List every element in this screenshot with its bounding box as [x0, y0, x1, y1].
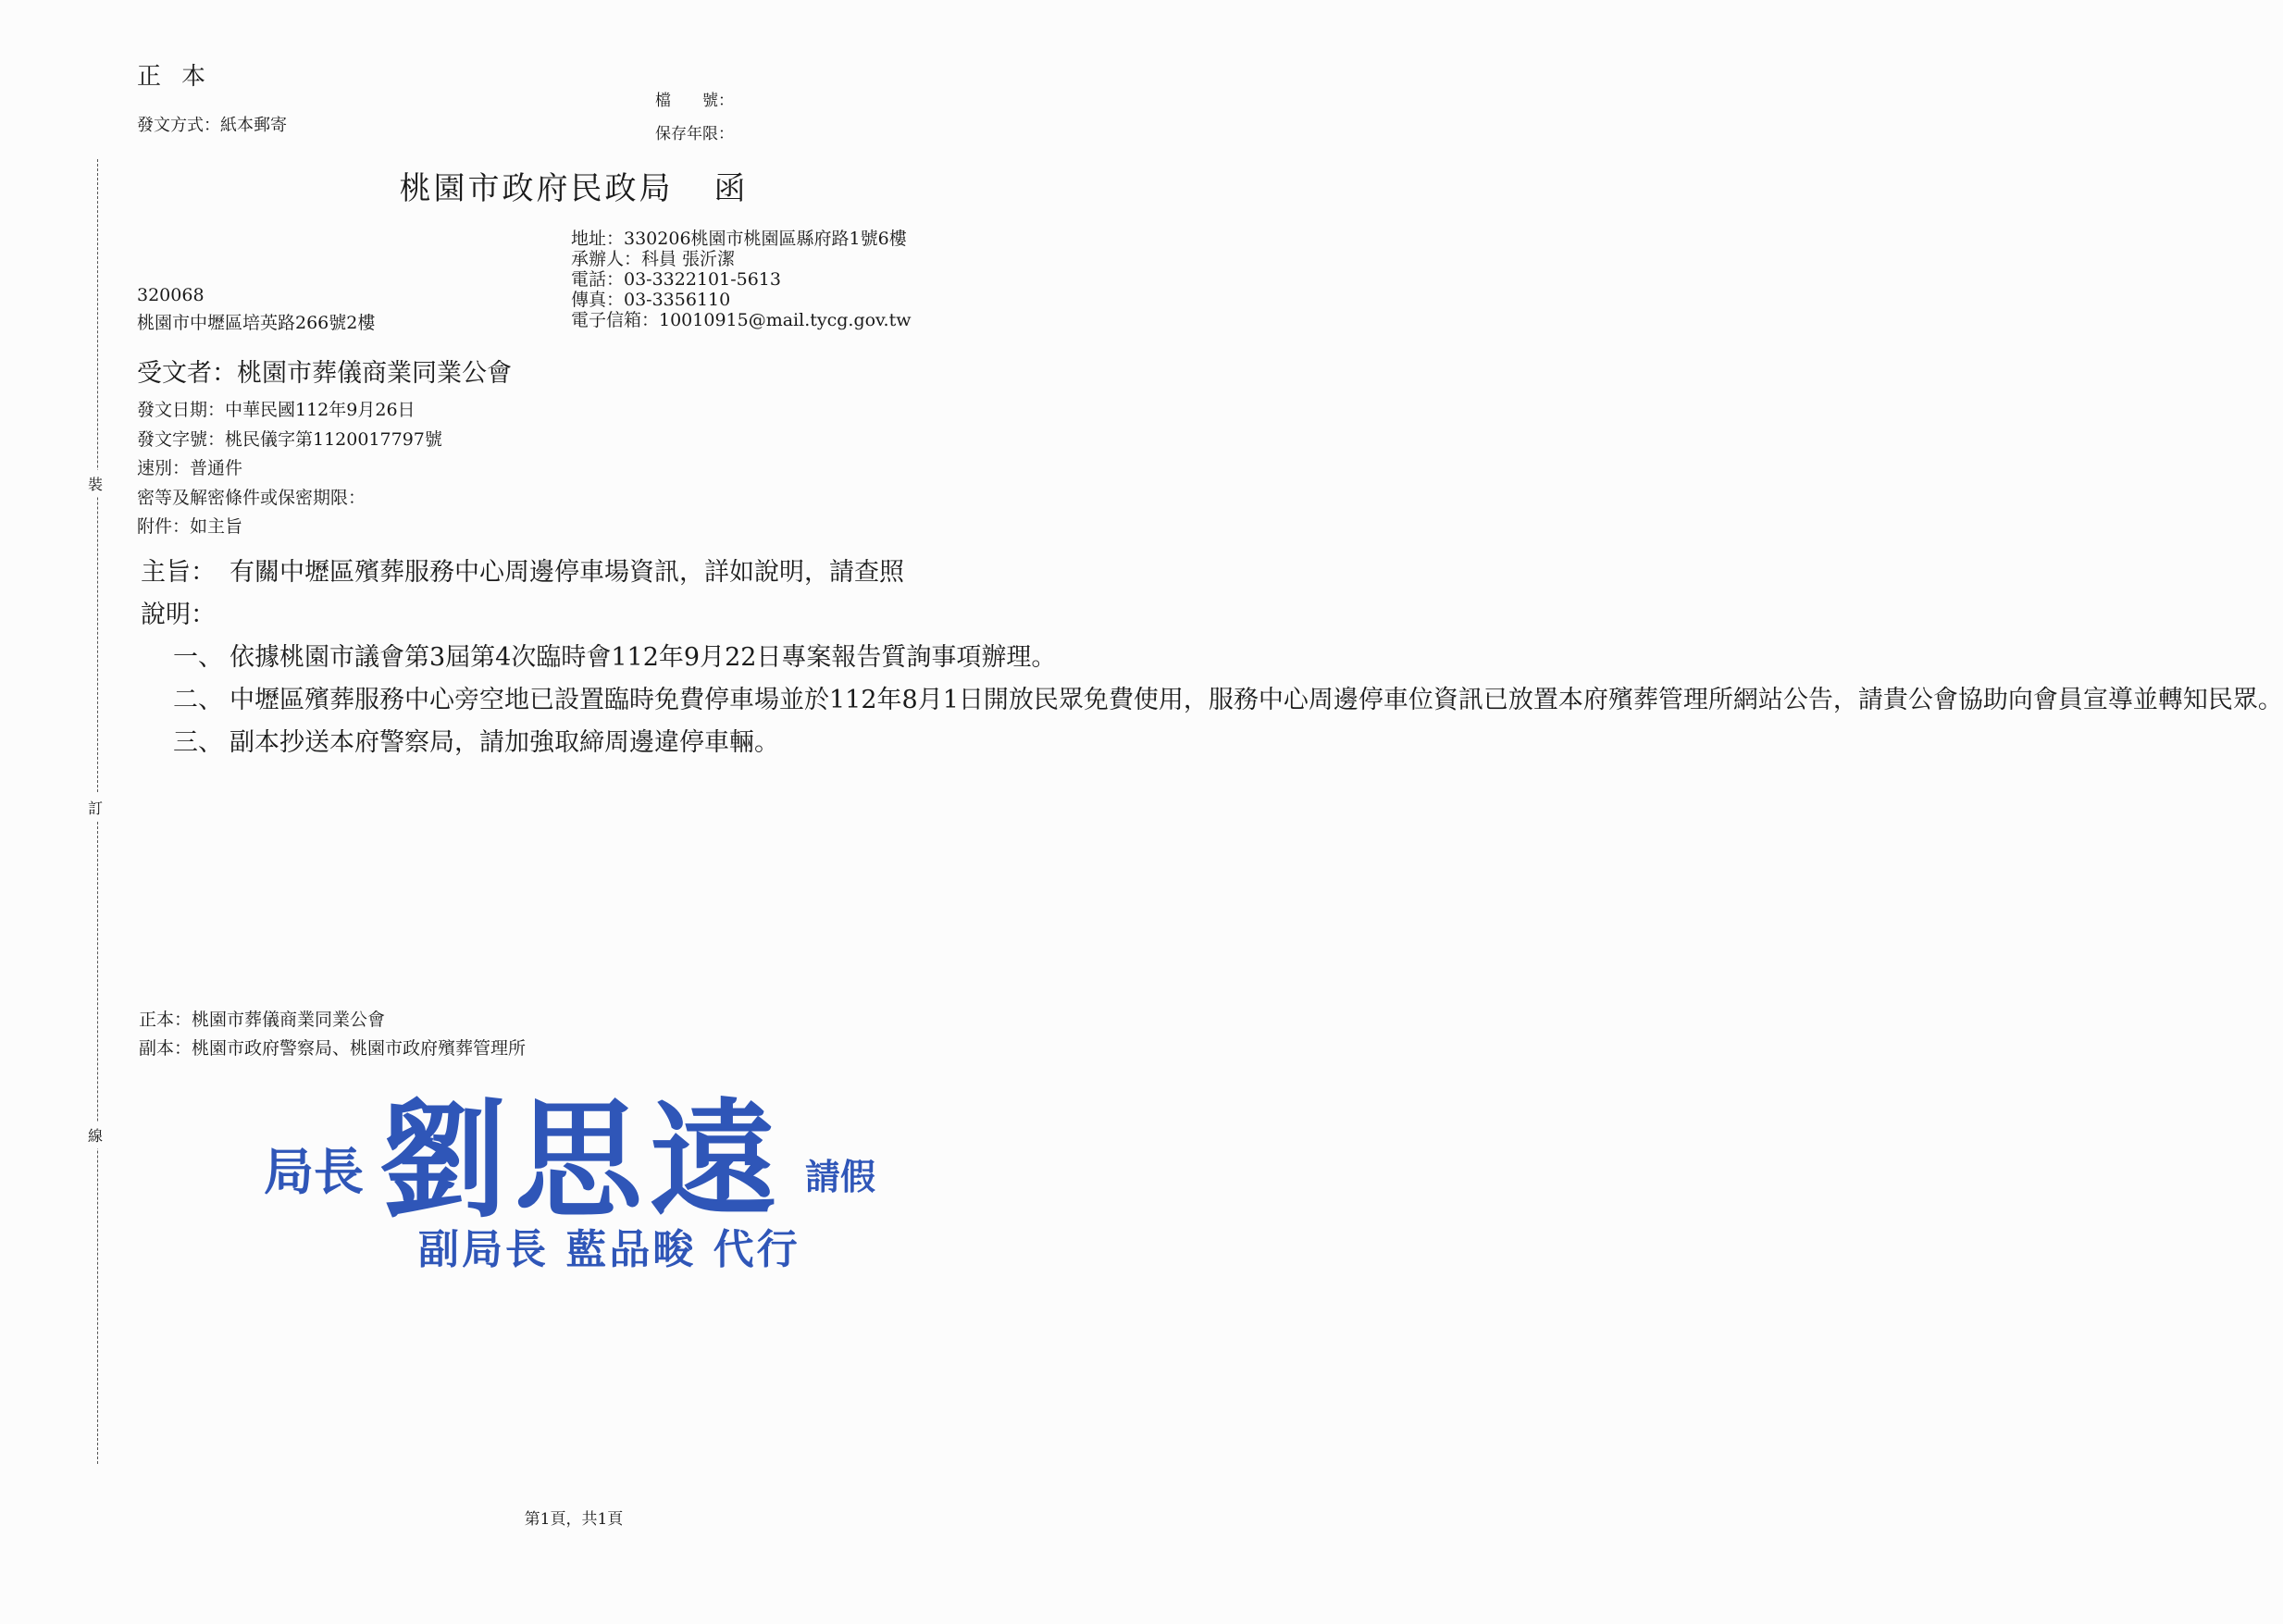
document-type: 函 [713, 170, 749, 207]
file-number-label: 檔 號： [655, 92, 734, 110]
send-method: 發文方式：紙本郵寄 [137, 116, 287, 135]
letter-body [141, 552, 2283, 764]
explanation-heading [141, 594, 1011, 637]
item-number: 三、 [173, 728, 223, 757]
attachment: 附件：如主旨 [137, 516, 243, 537]
page-number: 第1頁，共1頁 [524, 1510, 624, 1529]
explanation-label: 說明： [141, 601, 216, 629]
stamp-title: 局長 [264, 1142, 364, 1201]
item-text: 副本抄送本府警察局，請加強取締周邊違停車輛。 [230, 728, 779, 757]
stamp-acting: 副局長 藍品畯 代行 [418, 1226, 800, 1273]
document-meta [137, 396, 442, 542]
urgency: 速別：普通件 [137, 458, 243, 478]
main-recipient: 正本：桃園市葬儀商業同業公會 [139, 1010, 386, 1030]
recipient: 受文者：桃園市葬儀商業同業公會 [137, 359, 512, 388]
classification: 密等及解密條件或保密期限： [137, 487, 366, 508]
sender-address: 地址：330206桃園市桃園區縣府路1號6樓 [571, 229, 907, 249]
explanation-item [141, 637, 1057, 679]
stamp-ink [264, 1085, 875, 1273]
receiver-zip: 320068 [137, 285, 205, 305]
item-text: 中壢區殯葬服務中心旁空地已設置臨時免費停車場並於112年8月1日開放民眾免費使用，服務中心周邊停車位資訊已放置本府殯葬管理所網站公告，請貴公會協助向會員宣導並轉知民眾。 [230, 686, 2283, 714]
item-number: 二、 [173, 686, 223, 714]
issue-date: 發文日期：中華民國112年9月26日 [137, 400, 416, 420]
distribution-list [139, 1006, 526, 1063]
sender-contact-block [571, 229, 911, 330]
sender-phone: 電話：03-3322101-5613 [571, 269, 781, 290]
agency-name: 桃園市政府民政局 [399, 170, 674, 207]
retention-period-label: 保存年限： [655, 125, 734, 143]
stamp-name: 劉思遠 [379, 1085, 786, 1235]
binding-mark-xian: 線 [88, 1122, 103, 1148]
item-number: 一、 [173, 643, 223, 672]
sender-email: 電子信箱：10010915@mail.tycg.gov.tw [571, 310, 912, 330]
subject-section [141, 552, 1011, 594]
sender-fax: 傳真：03-3356110 [571, 290, 731, 310]
explanation-item [141, 679, 2283, 722]
stamp-leave-note: 請假 [805, 1156, 876, 1197]
binding-mark-zhuang: 裝 [88, 470, 103, 497]
subject-text: 有關中壢區殯葬服務中心周邊停車場資訊，詳如說明，請查照 [230, 558, 904, 587]
copy-recipients: 副本：桃園市政府警察局、桃園市政府殯葬管理所 [139, 1038, 527, 1059]
item-text: 依據桃園市議會第3屆第4次臨時會112年9月22日專案報告質詢事項辦理。 [230, 643, 1057, 672]
document-number: 發文字號：桃民儀字第1120017797號 [137, 428, 442, 450]
binding-mark-ding: 訂 [88, 794, 103, 821]
document-title [0, 163, 1148, 208]
subject-label: 主旨： [141, 558, 216, 587]
receiver-address: 桃園市中壢區培英路266號2樓 [137, 313, 376, 333]
explanation-item [141, 722, 1011, 764]
copy-type: 正本 [137, 63, 227, 91]
sender-contact-person: 承辦人：科員 張沂潔 [571, 249, 736, 269]
